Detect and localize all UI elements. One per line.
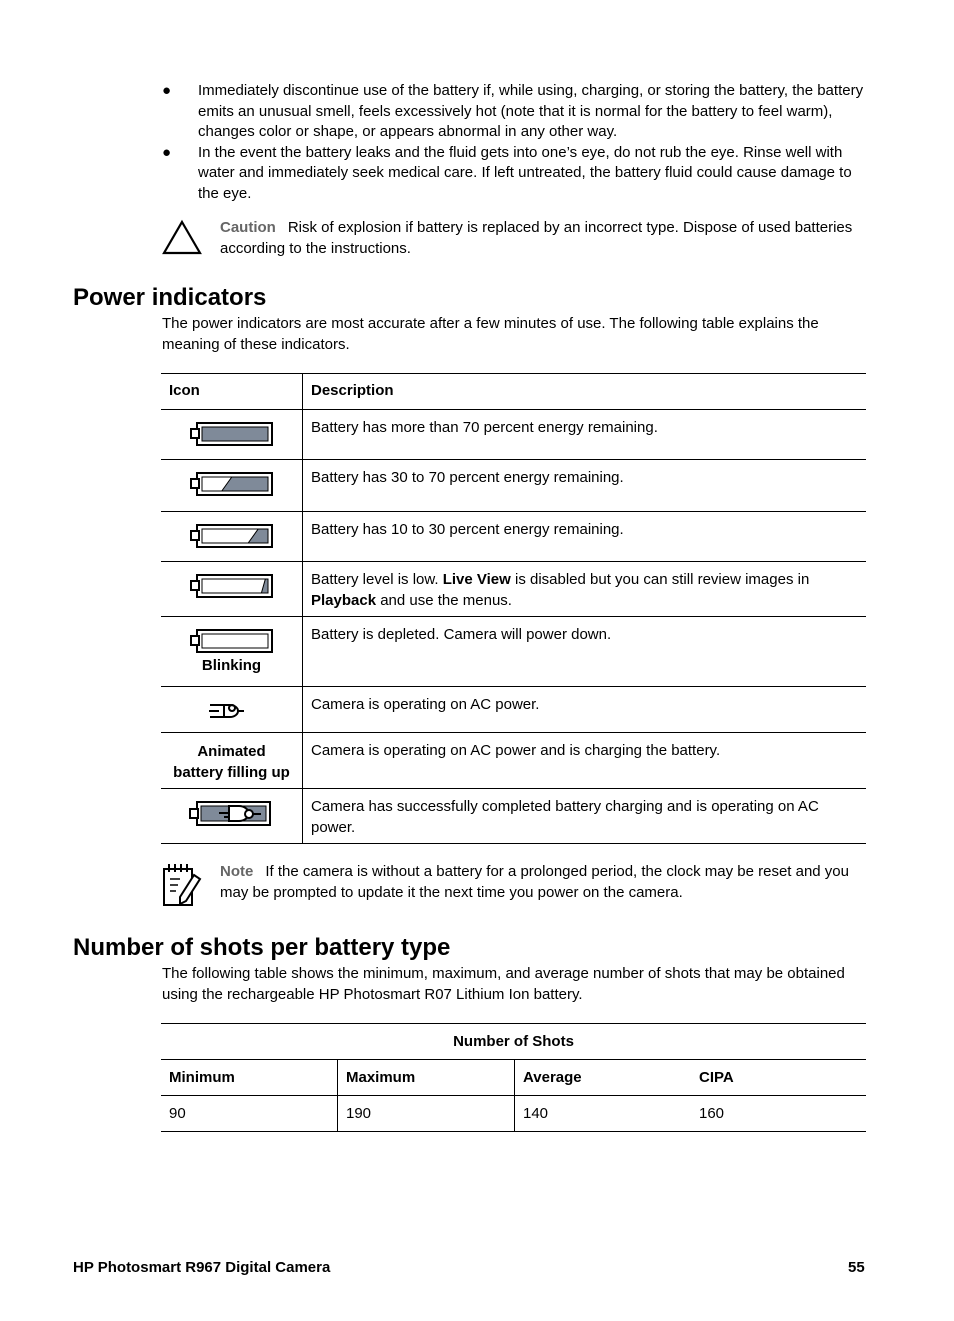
col-header-average: Average — [515, 1060, 692, 1096]
caution-triangle-icon — [162, 217, 202, 255]
bullet-icon: ● — [162, 82, 172, 99]
bullet-text: Immediately discontinue use of the battery if, while using, charging, or storing the battery, the battery emits an unusual smell, feels excessively hot (note that it is normal for the battery to feel warm), changes color or shape, or appears abnormal in any other way. — [198, 82, 864, 140]
live-view-term: Live View — [442, 571, 511, 588]
ac-plug-icon — [207, 697, 257, 725]
value-average: 140 — [515, 1096, 692, 1132]
list-item — [162, 143, 872, 205]
shots-intro: The following table shows the minimum, maximum, and average number of shots that may be obtained using the rechargeable HP Photosmart R07 Lithium Ion battery. — [162, 965, 845, 1003]
blinking-caption: Blinking — [201, 657, 262, 674]
col-header-minimum: Minimum — [161, 1060, 338, 1096]
row-description: Camera has successfully completed battery charging and is operating on AC power. — [311, 798, 819, 836]
col-header-description: Description — [311, 382, 394, 399]
table-header-row — [161, 374, 866, 410]
bullet-icon: ● — [162, 143, 172, 161]
caution-label: Caution — [220, 219, 276, 236]
row-description: Battery has more than 70 percent energy remaining. — [311, 419, 658, 436]
value-maximum: 190 — [338, 1096, 515, 1132]
note-pad-icon — [162, 861, 202, 907]
row-description — [303, 562, 867, 617]
battery-two-thirds-icon — [190, 470, 274, 498]
col-header-cipa: CIPA — [691, 1060, 866, 1096]
battery-low-icon — [190, 572, 274, 600]
table-row — [161, 733, 866, 789]
value-cipa: 160 — [691, 1096, 866, 1132]
battery-one-third-icon — [190, 522, 274, 550]
table-row — [161, 562, 866, 617]
table-row — [161, 617, 866, 687]
value-minimum: 90 — [161, 1096, 338, 1132]
table-row — [161, 789, 866, 844]
footer-title: HP Photosmart R967 Digital Camera — [73, 1259, 331, 1276]
list-item — [162, 81, 872, 143]
row-description: Camera is operating on AC power and is charging the battery. — [311, 742, 721, 759]
battery-charged-ac-icon — [189, 799, 275, 829]
row-description: Battery has 10 to 30 percent energy remaining. — [311, 521, 624, 538]
warning-bullet-list — [162, 81, 872, 204]
power-indicators-table — [161, 373, 866, 844]
table-row — [161, 687, 866, 733]
desc-text: Battery level is low. — [311, 571, 443, 588]
row-description: Battery has 30 to 70 percent energy remaining. — [311, 469, 624, 486]
desc-text: and use the menus. — [376, 591, 512, 609]
col-header-icon: Icon — [161, 374, 303, 410]
power-indicators-heading: Power indicators — [73, 284, 267, 311]
shots-table-title: Number of Shots — [161, 1024, 866, 1060]
col-header-maximum: Maximum — [338, 1060, 515, 1096]
caution-text: Risk of explosion if battery is replaced by an incorrect type. Dispose of used batteries according to the instructions. — [220, 219, 853, 257]
table-row — [161, 512, 866, 562]
note-text: If the camera is without a battery for a prolonged period, the clock may be reset and you may be prompted to update it the next time you power on the camera. — [220, 863, 849, 901]
row-description: Battery is depleted. Camera will power down. — [311, 626, 612, 643]
table-row — [161, 460, 866, 512]
page-number: 55 — [848, 1259, 865, 1276]
table-row — [161, 1096, 866, 1132]
note-box — [162, 861, 872, 903]
row-description: Camera is operating on AC power. — [311, 696, 540, 713]
note-label: Note — [220, 863, 254, 880]
table-row — [161, 410, 866, 460]
animated-caption-line1: Animated — [197, 743, 266, 760]
desc-text: is disabled but you can still review images in — [510, 571, 810, 588]
battery-full-icon — [190, 420, 274, 448]
playback-term: Playback — [311, 591, 377, 609]
bullet-text: In the event the battery leaks and the fluid gets into one’s eye, do not rub the eye. Rinse well with water and immediately seek medical care. If left untreated, the battery fluid could cause damage to the eye. — [198, 143, 852, 202]
shots-heading: Number of shots per battery type — [73, 934, 451, 961]
battery-empty-icon — [190, 627, 274, 655]
shots-table — [161, 1023, 866, 1132]
animated-caption-line2: battery filling up — [173, 764, 290, 781]
power-intro: The power indicators are most accurate after a few minutes of use. The following table explains the meaning of these indicators. — [162, 315, 819, 353]
caution-box — [162, 217, 872, 259]
